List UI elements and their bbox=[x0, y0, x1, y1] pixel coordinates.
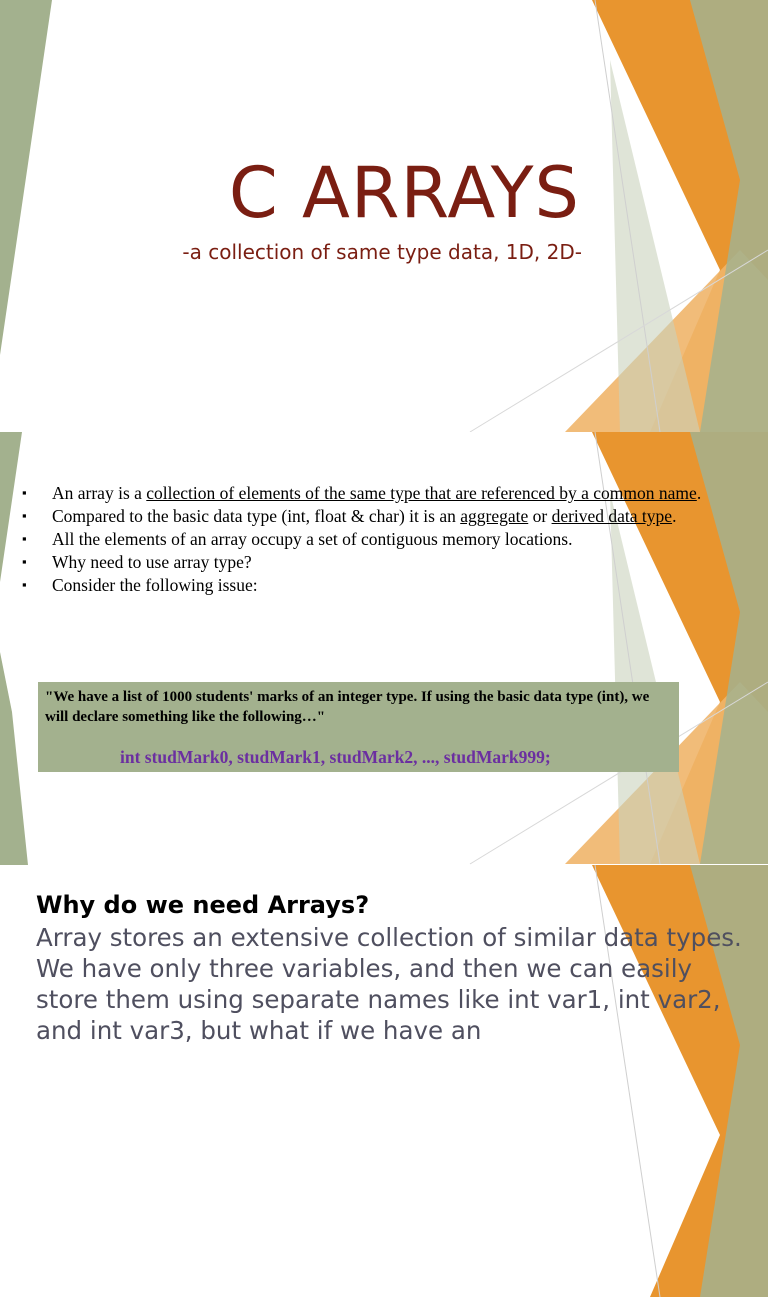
slide-title: C ARRAYS bbox=[228, 152, 580, 234]
bullet-item bbox=[22, 505, 742, 528]
bullet-list bbox=[22, 482, 742, 597]
bullet-marker-icon: ▪ bbox=[22, 485, 27, 500]
bullet-text: or bbox=[528, 506, 552, 526]
bullet-marker-icon: ▪ bbox=[22, 508, 27, 523]
bullet-item bbox=[22, 482, 742, 505]
slide-subtitle: -a collection of same type data, 1D, 2D- bbox=[182, 240, 582, 264]
bullet-text: Consider the following issue: bbox=[52, 575, 258, 595]
quote-text: "We have a list of 1000 students' marks of an integer type. If using the basic data type (int), we will declare something like the following…" bbox=[45, 689, 650, 725]
left-sage-shape-lower bbox=[0, 652, 28, 865]
title-slide bbox=[0, 0, 768, 432]
section-heading: Why do we need Arrays? bbox=[36, 891, 370, 919]
underlined-term: aggregate bbox=[460, 506, 529, 526]
bullet-text: . bbox=[696, 483, 702, 503]
section-paragraph: Array stores an extensive collection of similar data types. We have only three variables, and then we can easily store them using separate names like int var1, int var2, and int var3, but what if we have an bbox=[36, 923, 742, 1045]
underlined-term: derived data type bbox=[551, 506, 673, 526]
bullet-item bbox=[22, 528, 742, 551]
content-slide bbox=[0, 432, 768, 865]
bullet-text: All the elements of an array occupy a set of contiguous memory locations. bbox=[52, 529, 573, 549]
bullet-text: Why need to use array type? bbox=[52, 552, 252, 572]
bullet-marker-icon: ▪ bbox=[22, 577, 27, 592]
bullet-item bbox=[22, 574, 742, 597]
bullet-item bbox=[22, 551, 742, 574]
left-sage-shape bbox=[0, 0, 52, 355]
bullet-text: . bbox=[672, 506, 677, 526]
left-sage-shape bbox=[0, 432, 22, 582]
bullet-marker-icon: ▪ bbox=[22, 554, 27, 569]
quote-box bbox=[38, 682, 679, 772]
code-line: int studMark0, studMark1, studMark2, ..., studMark999; bbox=[120, 747, 551, 767]
underlined-term: collection of elements of the same type that are referenced by a common name bbox=[146, 483, 697, 503]
bullet-marker-icon: ▪ bbox=[22, 531, 27, 546]
why-arrays-slide bbox=[0, 865, 768, 1045]
bullet-text: Compared to the basic data type (int, float & char) it is an bbox=[52, 506, 461, 526]
bullet-text: An array is a bbox=[52, 483, 147, 503]
